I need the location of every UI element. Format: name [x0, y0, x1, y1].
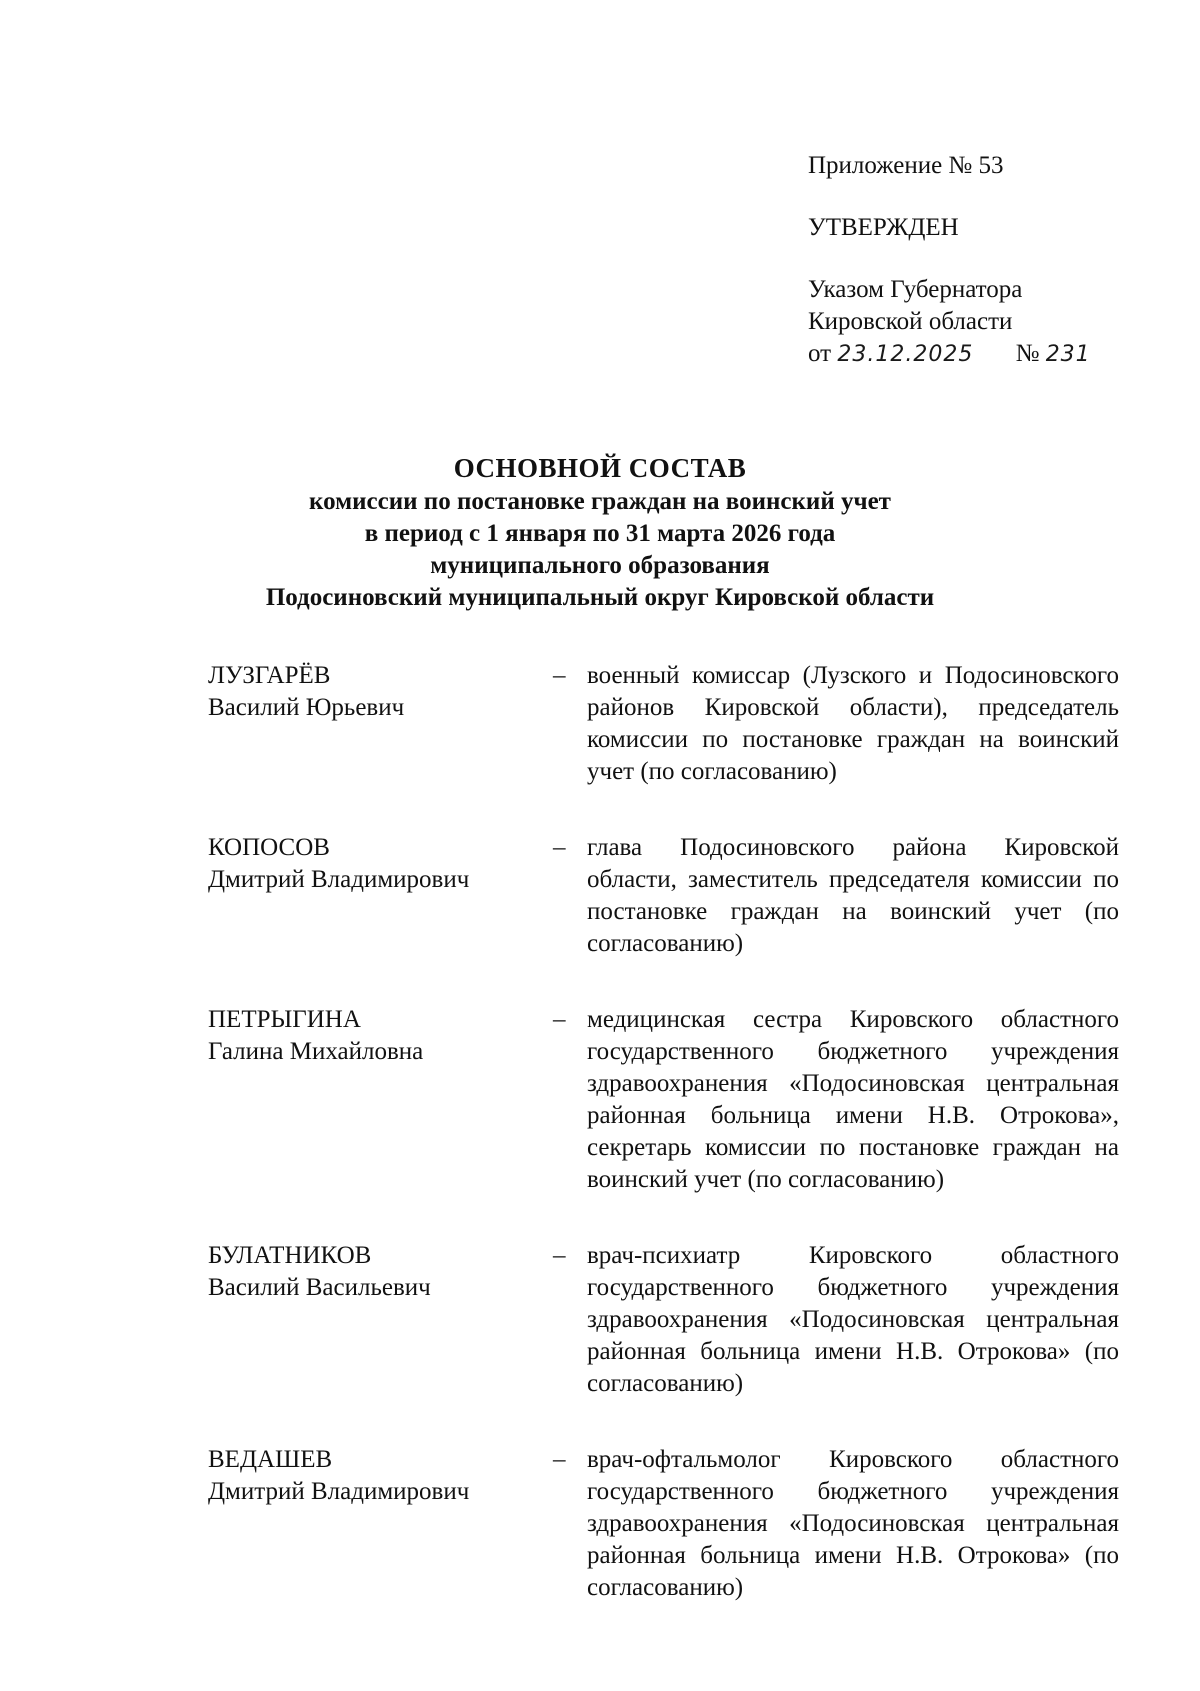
appendix-number: Приложение № 53 [808, 152, 1004, 179]
member-name [208, 1240, 553, 1400]
title-line-4: Подосиновский муниципальный округ Кировской области [265, 584, 935, 611]
approved-label: УТВЕРЖДЕН [808, 214, 959, 241]
document-title [160, 450, 1040, 614]
title-line-1: комиссии по постановке граждан на воинский учет [309, 488, 891, 515]
members-list [208, 660, 1128, 1648]
member-row [208, 1240, 1128, 1400]
member-row [208, 1444, 1128, 1604]
decree-date-line [808, 338, 1091, 371]
member-surname: ЛУЗГАРЁВ [208, 662, 331, 689]
member-surname: БУЛАТНИКОВ [208, 1242, 372, 1269]
member-dash: – [553, 834, 566, 861]
member-given-names: Галина Михайловна [208, 1038, 424, 1065]
decree-line-2: Кировской области [808, 308, 1013, 335]
member-dash: – [553, 1242, 566, 1269]
member-row [208, 1004, 1128, 1196]
member-given-names: Дмитрий Владимирович [208, 866, 470, 893]
title-line-2: в период с 1 января по 31 марта 2026 года [364, 520, 836, 547]
member-role: военный комиссар (Лузского и Подосиновского районов Кировской области), председатель комиссии по постановке граждан на воинский учет (по согласованию) [587, 662, 1119, 785]
title-main: ОСНОВНОЙ СОСТАВ [453, 453, 747, 483]
member-row [208, 660, 1128, 788]
member-role: врач-психиатр Кировского областного государственного бюджетного учреждения здравоохранения «Подосиновская центральная районная больница имени Н.В. Отрокова» (по согласованию) [587, 1242, 1119, 1397]
member-name [208, 660, 553, 788]
title-line-3: муниципального образования [430, 552, 770, 579]
member-name [208, 1444, 553, 1604]
member-role: врач-офтальмолог Кировского областного государственного бюджетного учреждения здравоохранения «Подосиновская центральная районная больница имени Н.В. Отрокова» (по согласованию) [587, 1446, 1119, 1601]
number-prefix: № [1015, 340, 1040, 367]
member-given-names: Василий Васильевич [208, 1274, 431, 1301]
member-dash: – [553, 1446, 566, 1473]
member-name [208, 832, 553, 960]
decree-line-1: Указом Губернатора [808, 276, 1023, 303]
member-role: медицинская сестра Кировского областного государственного бюджетного учреждения здравоохранения «Подосиновская центральная районная больница имени Н.В. Отрокова», секретарь комиссии по постановке граждан на воинский учет (по согласованию) [587, 1006, 1119, 1193]
decree-number: 231 [1045, 342, 1091, 367]
member-given-names: Дмитрий Владимирович [208, 1478, 470, 1505]
approval-stamp-block [808, 150, 1091, 371]
member-surname: КОПОСОВ [208, 834, 330, 861]
member-dash: – [553, 1006, 566, 1033]
member-row [208, 832, 1128, 960]
member-name [208, 1004, 553, 1196]
member-given-names: Василий Юрьевич [208, 694, 405, 721]
member-dash: – [553, 662, 566, 689]
member-role: глава Подосиновского района Кировской области, заместитель председателя комиссии по постановке граждан на воинский учет (по согласованию) [587, 834, 1119, 957]
decree-date: 23.12.2025 [837, 342, 974, 367]
member-surname: ВЕДАШЕВ [208, 1446, 333, 1473]
date-prefix: от [808, 340, 832, 367]
member-surname: ПЕТРЫГИНА [208, 1006, 361, 1033]
